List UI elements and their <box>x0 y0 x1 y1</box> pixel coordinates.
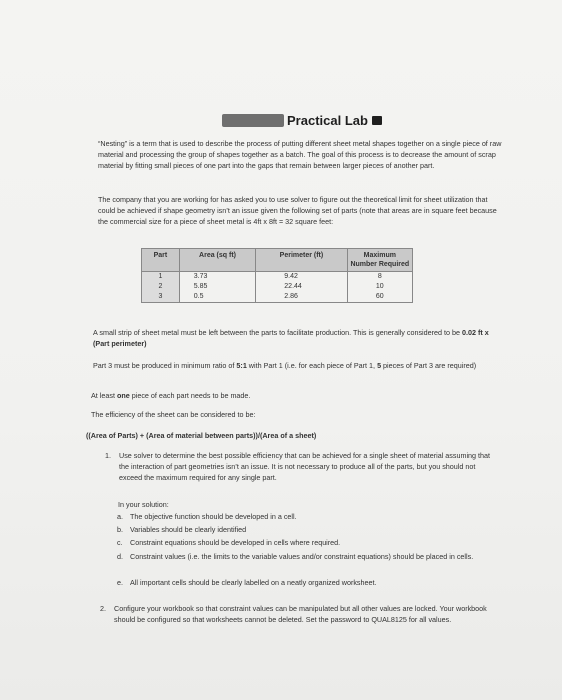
item-letter: e. <box>117 578 123 587</box>
cell-area: 0.5 <box>179 292 256 303</box>
title-text: Practical Lab <box>287 113 368 128</box>
header-perimeter: Perimeter (ft) <box>256 249 347 272</box>
table-header-row <box>142 249 413 272</box>
question-2-text: Configure your workbook so that constraint values can be manipulated but all other values are locked. Your workbook should be configured so that worksheets cannot be deleted. Set the password to QUAL8125 for all values. <box>114 604 487 624</box>
ratio-count: 5 <box>377 361 382 370</box>
solution-item-b <box>117 524 497 535</box>
redacted-course-code <box>222 114 284 127</box>
table-row <box>142 272 413 283</box>
solution-item-a <box>117 511 497 522</box>
header-part: Part <box>142 249 180 272</box>
at-least-text-c: piece of each part needs to be made. <box>129 391 251 400</box>
header-area: Area (sq ft) <box>179 249 256 272</box>
question-1-text: Use solver to determine the best possible efficiency that can be achieved for a single sheet of material assuming that the interaction of part geometries isn’t an issue. It is not necessary to produce all of the parts, but you should not exceed the maximum required for any single part. <box>119 451 491 482</box>
parts-table <box>141 248 413 303</box>
strip-paragraph <box>93 327 493 349</box>
item-letter: c. <box>117 538 123 547</box>
cell-part: 1 <box>142 272 180 283</box>
intro-paragraph-company: The company that you are working for has asked you to use solver to figure out the theoretical limit for sheet utilization that could be achieved if shape geometry isn’t an issue given the following set of parts (note that areas are in square feet because the commercial size for a piece of sheet metal is 4ft x 8ft = 32 square feet: <box>98 195 497 227</box>
question-2-number: 2. <box>100 604 106 613</box>
ratio-value: 5:1 <box>236 361 247 370</box>
ratio-text-a: Part 3 must be produced in minimum ratio of <box>93 361 237 370</box>
cell-maximum: 60 <box>347 292 412 303</box>
item-letter: b. <box>117 525 123 534</box>
cell-maximum: 10 <box>347 282 412 292</box>
solution-item-e <box>117 577 497 588</box>
strip-formula: 0.02 ft x (Part perimeter) <box>93 328 489 348</box>
question-1-number: 1. <box>105 451 111 460</box>
question-1 <box>105 450 500 483</box>
at-least-text-a: At least <box>91 391 117 400</box>
cell-perimeter: 9.42 <box>256 272 347 283</box>
ratio-text-c: with Part 1 (i.e. for each piece of Part 1, <box>246 361 378 370</box>
item-text: All important cells should be clearly labelled on a neatly organized worksheet. <box>130 578 377 587</box>
efficiency-formula: ((Area of Parts) + (Area of material between parts))/(Area of a sheet) <box>86 431 317 440</box>
item-text: Constraint values (i.e. the limits to the variable values and/or constraint equations) should be placed in cells. <box>130 552 474 561</box>
solution-heading: In your solution: <box>118 500 169 509</box>
solution-item-d <box>117 551 497 562</box>
cell-perimeter: 2.86 <box>256 292 347 303</box>
redacted-mark <box>372 116 382 125</box>
at-least-one: one <box>116 391 130 400</box>
item-text: The objective function should be developed in a cell. <box>130 512 297 521</box>
cell-area: 3.73 <box>179 272 256 283</box>
efficiency-paragraph: The efficiency of the sheet can be considered to be: <box>91 410 256 419</box>
table-row <box>142 292 413 303</box>
header-maximum: Maximum Number Required <box>347 249 412 272</box>
cell-area: 5.85 <box>179 282 256 292</box>
cell-maximum: 8 <box>347 272 412 283</box>
solution-item-c <box>117 537 497 548</box>
at-least-paragraph <box>91 390 491 401</box>
document-title <box>222 113 382 128</box>
question-2 <box>100 603 500 625</box>
cell-part: 3 <box>142 292 180 303</box>
item-letter: a. <box>117 512 123 521</box>
item-text: Variables should be clearly identified <box>130 525 247 534</box>
item-text: Constraint equations should be developed in cells where required. <box>130 538 341 547</box>
item-letter: d. <box>117 552 123 561</box>
ratio-text-e: pieces of Part 3 are required) <box>381 361 477 370</box>
strip-text: A small strip of sheet metal must be left between the parts to facilitate production. This is generally considered to be <box>93 328 463 337</box>
table-row <box>142 282 413 292</box>
ratio-paragraph <box>93 360 493 371</box>
cell-part: 2 <box>142 282 180 292</box>
cell-perimeter: 22.44 <box>256 282 347 292</box>
intro-paragraph-nesting: “Nesting” is a term that is used to describe the process of putting different sheet metal shapes together on a single piece of raw material and processing the group of shapes together as a batch. The goal of this process is to decrease the amount of scrap material by fitting small pieces of one part into the gaps that remain between larger pieces of another part. <box>98 139 502 171</box>
